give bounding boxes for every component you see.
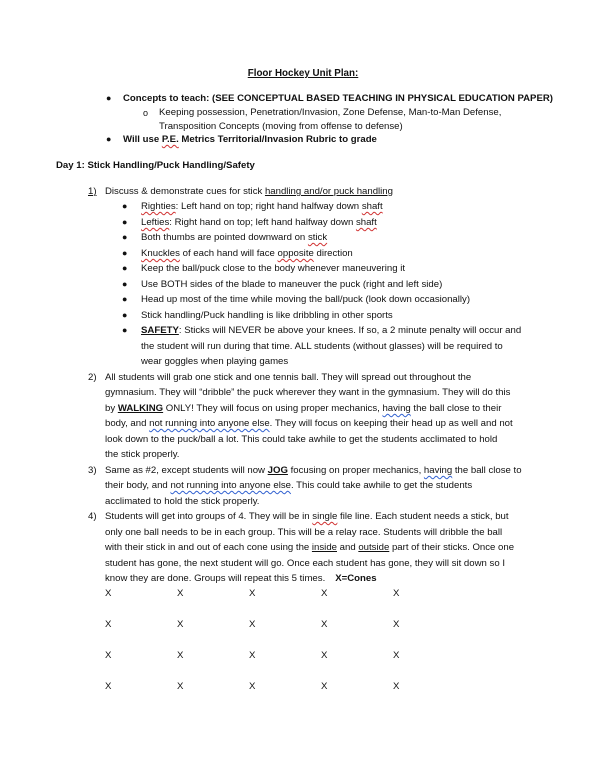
- item4-line: student has gone, the next student will go. Once each student has gone, they will sit down so I: [105, 558, 505, 569]
- concepts-sub-line-2: Transposition Concepts (moving from offense to defense): [159, 121, 403, 132]
- list-item: Keep the ball/puck close to the body whenever maneuvering it: [141, 263, 405, 274]
- item4-line: with their stick in and out of each cone using the inside and outside part of their sticks. Once one: [105, 542, 515, 553]
- list-item: Both thumbs are pointed downward on stick: [141, 232, 328, 243]
- list-item: Use BOTH sides of the blade to maneuver the puck (right and left side): [141, 279, 443, 290]
- concepts-line: Concepts to teach: (SEE CONCEPTUAL BASED TEACHING IN PHYSICAL EDUCATION PAPER): [123, 93, 553, 104]
- cone-marker: X: [393, 588, 400, 599]
- cone-marker: X: [321, 650, 328, 661]
- cone-marker: X: [105, 650, 112, 661]
- bullet-dot: ●: [106, 134, 112, 144]
- cone-marker: X: [105, 681, 112, 692]
- bullet-dot: ●: [122, 263, 128, 273]
- cone-marker: X: [249, 650, 256, 661]
- cone-marker: X: [393, 681, 400, 692]
- item2-line: All students will grab one stick and one tennis ball. They will spread out throughout the: [105, 372, 472, 383]
- rubric-line: Will use P.E. Metrics Territorial/Invasion Rubric to grade: [123, 134, 377, 145]
- day-heading: Day 1: Stick Handling/Puck Handling/Safety: [56, 160, 255, 171]
- bullet-dot: ●: [122, 248, 128, 258]
- page-title: Floor Hockey Unit Plan:: [247, 68, 359, 79]
- cone-marker: X: [321, 619, 328, 630]
- item-number: 3): [88, 465, 97, 476]
- bullet-dot: ●: [122, 310, 128, 320]
- item3-line: their body, and not running into anyone else. This could take awhile to get the students: [105, 480, 473, 491]
- bullet-dot: ●: [122, 325, 128, 335]
- list-item: Lefties: Right hand on top; left hand halfway down shaft: [141, 217, 377, 228]
- cone-marker: X: [321, 588, 328, 599]
- cone-marker: X: [393, 619, 400, 630]
- item4-line: only one ball needs to be in each group. This will be a relay race. Students will dribble the ball: [105, 527, 503, 538]
- cone-marker: X: [249, 588, 256, 599]
- cone-marker: X: [249, 681, 256, 692]
- list-item: Stick handling/Puck handling is like dribbling in other sports: [141, 310, 393, 321]
- cone-marker: X: [177, 619, 184, 630]
- item2-line: body, and not running into anyone else. They will focus on keeping their head up as well and not: [105, 418, 513, 429]
- bullet-dot: ●: [122, 232, 128, 242]
- safety-continuation: the student will run during that time. ALL students (without glasses) will be required to: [141, 341, 503, 352]
- item3-line: acclimated to hold the stick properly.: [105, 496, 260, 507]
- item2-line: the stick properly.: [105, 449, 180, 460]
- bullet-dot: ●: [122, 201, 128, 211]
- item3-line: Same as #2, except students will now JOG focusing on proper mechanics, having the ball close to: [105, 465, 522, 476]
- bullet-dot: ●: [122, 217, 128, 227]
- cone-marker: X: [393, 650, 400, 661]
- concepts-sub-line-1: Keeping possession, Penetration/Invasion, Zone Defense, Man-to-Man Defense,: [159, 107, 502, 118]
- item2-line: gymnasium. They will “dribble” the puck wherever they want in the gymnasium. They will do this: [105, 387, 511, 398]
- bullet-dot: ●: [106, 93, 112, 103]
- bullet-dot: ●: [122, 294, 128, 304]
- cone-marker: X: [249, 619, 256, 630]
- item-number: 2): [88, 372, 97, 383]
- cone-marker: X: [321, 681, 328, 692]
- item1-text: Discuss & demonstrate cues for stick handling and/or puck handling: [105, 186, 393, 197]
- item4-line: Students will get into groups of 4. They will be in single file line. Each student needs a stick, but: [105, 511, 509, 522]
- cone-marker: X: [105, 619, 112, 630]
- cone-marker: X: [177, 650, 184, 661]
- item4-line: know they are done. Groups will repeat this 5 times. X=Cones: [105, 573, 377, 584]
- list-item: Righties: Left hand on top; right hand halfway down shaft: [141, 201, 383, 212]
- bullet-dot: ●: [122, 279, 128, 289]
- item-number: 4): [88, 511, 97, 522]
- list-item-safety: SAFETY: Sticks will NEVER be above your knees. If so, a 2 minute penalty will occur and: [141, 325, 522, 336]
- sub-bullet-marker: o: [143, 108, 149, 118]
- cone-marker: X: [177, 588, 184, 599]
- item2-line: look down to the puck/ball a lot. This could take awhile to get the students acclimated to hold: [105, 434, 498, 445]
- safety-continuation: wear goggles when playing games: [141, 356, 289, 367]
- item2-line: by WALKING ONLY! They will focus on using proper mechanics, having the ball close to their: [105, 403, 502, 414]
- list-item: Knuckles of each hand will face opposite direction: [141, 248, 353, 259]
- cone-marker: X: [105, 588, 112, 599]
- cone-marker: X: [177, 681, 184, 692]
- list-item: Head up most of the time while moving the ball/puck (look down occasionally): [141, 294, 471, 305]
- item-number: 1): [88, 186, 97, 197]
